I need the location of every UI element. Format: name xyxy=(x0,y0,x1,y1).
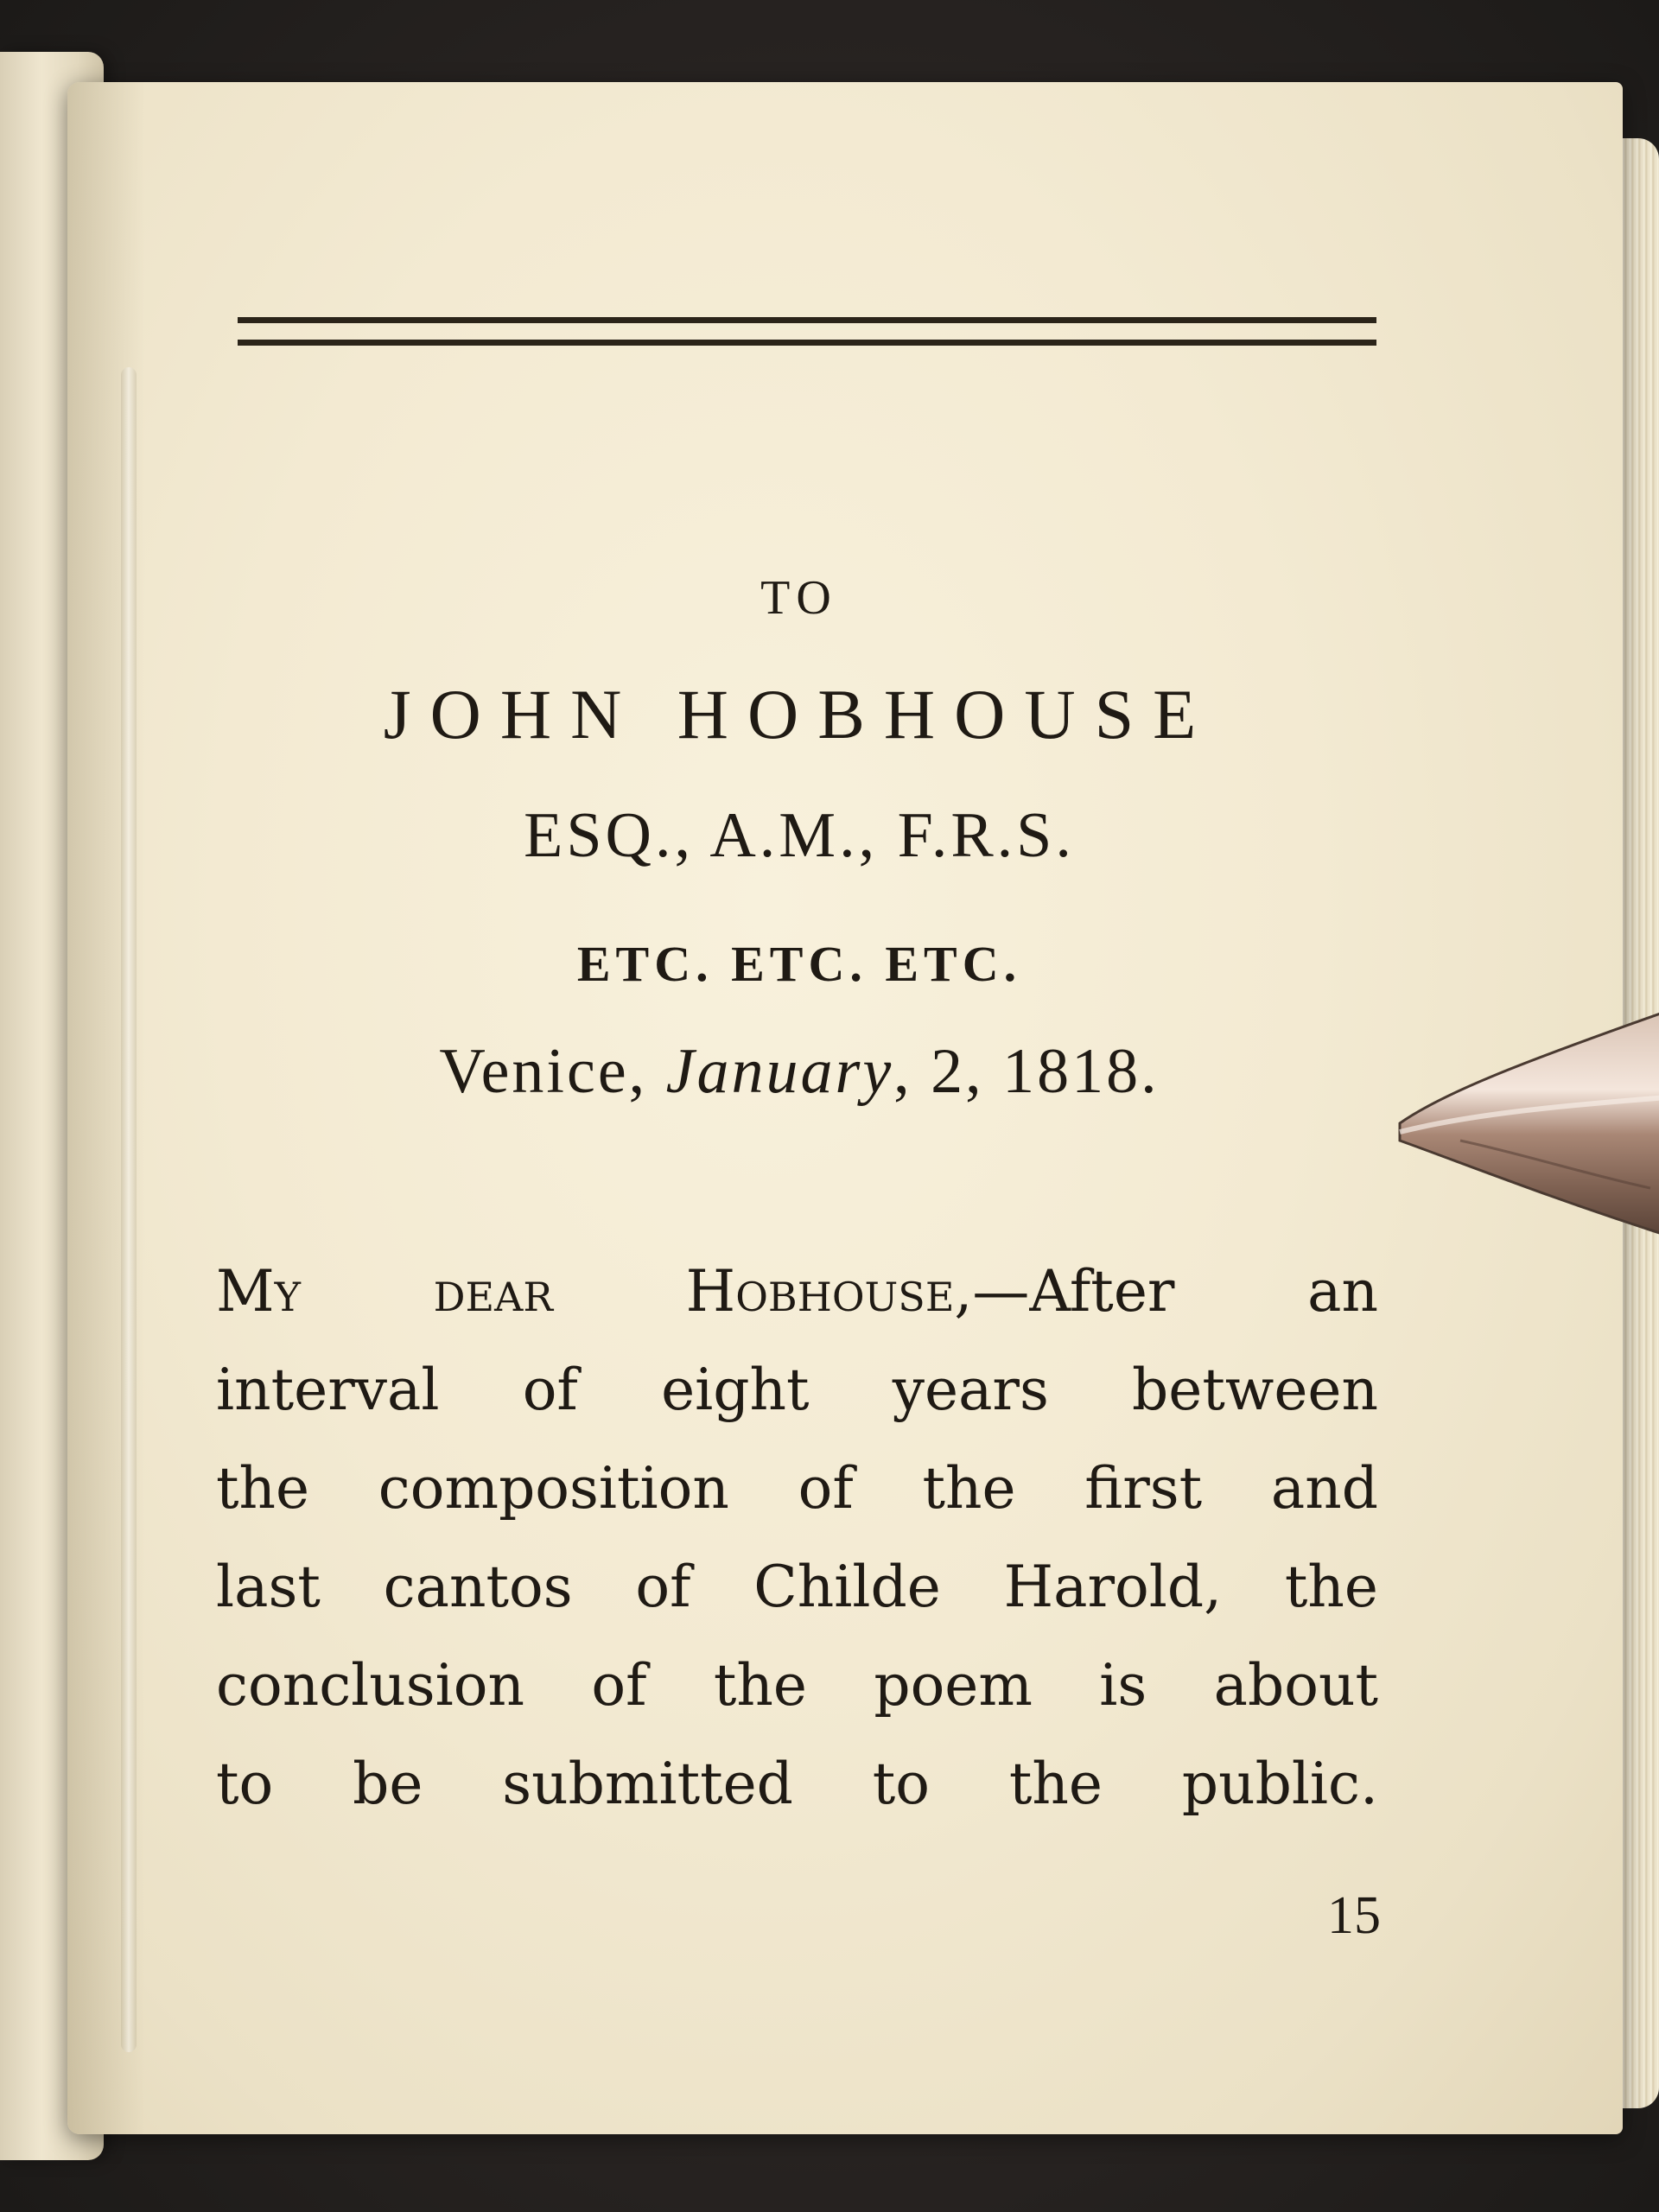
dedication-to: TO xyxy=(760,571,838,625)
header-rule-top xyxy=(238,317,1376,323)
dedication-name: JOHN HOBHOUSE xyxy=(383,675,1216,753)
letter-first-line-rest: —After an xyxy=(972,1258,1378,1325)
letter-line: last cantos of Childe Harold, the xyxy=(216,1554,1378,1620)
letter-line: interval of eight years between xyxy=(216,1357,1378,1423)
date-rest: , 2, 1818. xyxy=(893,1036,1160,1107)
letter-line: the composition of the first and xyxy=(216,1455,1378,1522)
dedication-etc: ETC. ETC. ETC. xyxy=(576,936,1022,992)
metal-pointer-icon xyxy=(1391,1011,1659,1236)
letter-line-first xyxy=(216,1243,1378,1341)
letter-line: conclusion of the poem is about xyxy=(216,1652,1378,1719)
dedication-degrees: ESQ., A.M., F.R.S. xyxy=(524,800,1075,871)
letter-paragraph xyxy=(216,1243,1378,1834)
letter-salutation: My dear Hobhouse, xyxy=(216,1258,973,1325)
header-rule-bottom xyxy=(238,340,1376,346)
date-month: January xyxy=(665,1036,894,1107)
dedication-date xyxy=(0,1035,1599,1109)
date-place: Venice, xyxy=(439,1036,666,1107)
page-number: 15 xyxy=(1327,1886,1381,1945)
letter-line: to be submitted to the public. xyxy=(216,1751,1378,1817)
